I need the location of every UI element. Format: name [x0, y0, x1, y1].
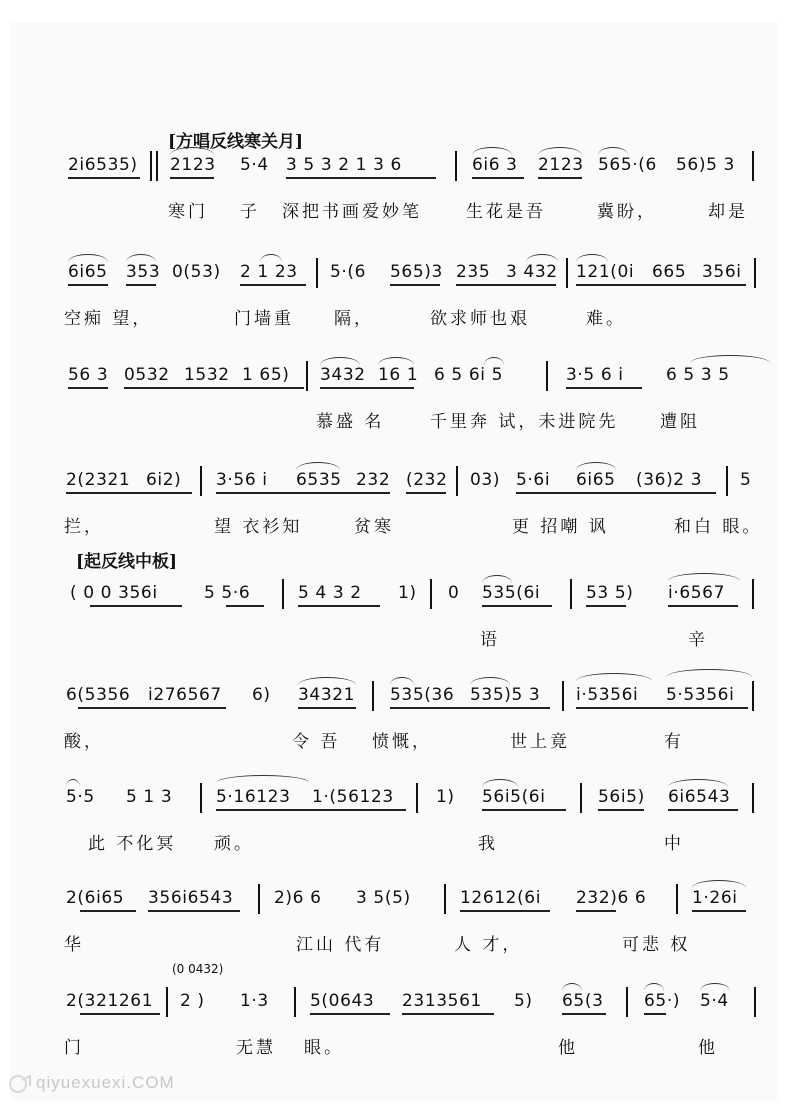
lyric-line	[0, 829, 790, 855]
lyric: 望 衣衫知	[214, 517, 303, 537]
bar-line	[156, 151, 158, 181]
note-group: 5·16123	[216, 787, 291, 807]
lyric: 更 招嘲 讽	[512, 517, 609, 537]
underline	[566, 387, 642, 389]
note-group: 3·5 6 i	[566, 365, 624, 385]
underline	[124, 387, 304, 389]
note-group: 5 5·6	[204, 583, 251, 603]
lyric: 门墙重	[234, 309, 294, 329]
note-group: 53 5)	[586, 583, 634, 603]
note-group: 0532	[124, 365, 170, 385]
underline	[148, 910, 240, 912]
note-group: 6 5 6i 5	[434, 365, 503, 385]
lyric-line	[0, 197, 790, 223]
note-group: 235	[456, 262, 491, 282]
lyric: 有	[664, 732, 684, 752]
lyric: 千里奔 试，未进院先	[430, 412, 619, 432]
note-group: 1·3	[240, 991, 269, 1011]
underline	[668, 809, 738, 811]
lyric: 欲求师也艰	[430, 309, 530, 329]
note-group: 65(3	[562, 991, 604, 1011]
underline	[460, 910, 550, 912]
bar-line	[416, 783, 418, 813]
note-group: 2(2321	[66, 470, 131, 490]
section-label-fanxian: [方唱反线寒关月]	[168, 132, 304, 152]
underline	[576, 284, 746, 286]
note-group: i·6567	[668, 583, 725, 603]
lyric: 语	[480, 630, 500, 650]
note-group: ( 0 0 356i	[70, 583, 158, 603]
bar-line	[306, 361, 308, 391]
underline	[216, 492, 390, 494]
lyric: 辛	[688, 630, 708, 650]
lyric: 愤慨，	[372, 732, 432, 752]
lyric: 拦，	[64, 517, 104, 537]
underline	[68, 284, 108, 286]
underline	[298, 707, 356, 709]
underline	[216, 809, 406, 811]
note-group: 65·)	[644, 991, 681, 1011]
bar-line	[200, 466, 202, 496]
note-group: 3432	[320, 365, 366, 385]
score-row-3	[0, 365, 790, 465]
lyric: 江山 代有	[296, 935, 385, 955]
notation-line	[0, 262, 790, 292]
bar-line	[752, 681, 754, 711]
lyric: 他	[558, 1038, 578, 1058]
underline	[78, 707, 226, 709]
underline	[406, 492, 446, 494]
note-group: 6i6543	[668, 787, 731, 807]
lyric: 和白 眼。	[674, 517, 763, 537]
lyric-line	[0, 625, 790, 651]
bar-line	[456, 466, 458, 496]
lyric: 冀盼，	[597, 202, 657, 222]
underline	[576, 910, 616, 912]
notation-line	[0, 155, 790, 185]
notation-line	[0, 583, 790, 613]
notation-line	[0, 888, 790, 918]
lyric: 却是	[708, 202, 748, 222]
bar-line	[754, 258, 756, 288]
underline	[516, 492, 716, 494]
lyric: 我	[478, 834, 498, 854]
underline	[472, 177, 524, 179]
underline	[576, 707, 748, 709]
underline	[80, 1013, 160, 1015]
lyric: 空痴 望，	[64, 309, 153, 329]
note-group: 535(36	[390, 685, 455, 705]
note-group: 5·5	[66, 787, 95, 807]
underline	[598, 809, 644, 811]
note-group: 232	[356, 470, 391, 490]
underline	[390, 284, 440, 286]
note-group: 353	[126, 262, 161, 282]
lyric: 隔，	[334, 309, 374, 329]
note-group: 16 1	[378, 365, 419, 385]
note-group: (36)2 3	[636, 470, 703, 490]
bar-line	[752, 783, 754, 813]
note-group: 1)	[398, 583, 417, 603]
underline	[538, 177, 582, 179]
note-group: 1·(56123	[312, 787, 394, 807]
score-row-6	[0, 685, 790, 785]
note-group: 6(5356	[66, 685, 131, 705]
notation-line	[0, 685, 790, 715]
score-row-2	[0, 262, 790, 362]
lyric: 中	[664, 834, 684, 854]
note-group: 665	[652, 262, 687, 282]
lyric: 顽。	[214, 834, 254, 854]
bar-line	[580, 783, 582, 813]
underline	[90, 605, 182, 607]
grace-note-annotation: (0 0432)	[172, 962, 224, 976]
logo-icon	[8, 1072, 34, 1096]
lyric: 寒门	[168, 202, 208, 222]
underline	[68, 177, 140, 179]
note-group: 2(321261	[66, 991, 154, 1011]
note-group: 56)5 3	[676, 155, 735, 175]
underline	[298, 605, 380, 607]
note-group: 1)	[436, 787, 455, 807]
bar-line	[626, 987, 628, 1017]
note-group: 56 3	[68, 365, 109, 385]
note-group: 1·26i	[692, 888, 738, 908]
note-group: 232)6 6	[576, 888, 647, 908]
note-group: 0	[448, 583, 460, 603]
note-group: 3 432	[506, 262, 558, 282]
bar-line	[566, 258, 568, 288]
note-group: 5·4	[700, 991, 729, 1011]
note-group: 5 1 3	[126, 787, 173, 807]
bar-line	[372, 681, 374, 711]
watermark-text: qiyuexuexi.COM	[36, 1073, 175, 1092]
underline	[226, 605, 264, 607]
note-group: 2)6 6	[274, 888, 322, 908]
note-group: 2123	[538, 155, 584, 175]
lyric: 可悲 权	[622, 935, 691, 955]
bar-line	[676, 884, 678, 914]
note-group: 6 5 3 5	[666, 365, 730, 385]
bar-line	[752, 151, 754, 181]
note-group: 6i6 3	[472, 155, 518, 175]
lyric: 酸，	[64, 732, 104, 752]
underline	[66, 492, 192, 494]
bar-line	[294, 987, 296, 1017]
note-group: 5 4 3 2	[298, 583, 362, 603]
note-group: 56i5)	[598, 787, 645, 807]
note-group: 34321	[298, 685, 356, 705]
underline	[402, 1013, 494, 1015]
bar-line	[166, 987, 168, 1017]
note-group: 5)	[514, 991, 533, 1011]
underline	[80, 910, 136, 912]
lyric: 华	[64, 935, 84, 955]
lyric: 深把书画爱妙笔	[282, 202, 422, 222]
note-group: 1 65)	[242, 365, 290, 385]
note-group: 3 5(5)	[356, 888, 411, 908]
section-label-zhongban: [起反线中板]	[76, 552, 178, 572]
score-row-5	[0, 583, 790, 683]
notation-line	[0, 991, 790, 1021]
lyric: 无慧	[236, 1038, 276, 1058]
note-group: 2(6i65	[66, 888, 125, 908]
lyric: 生花是吾	[466, 202, 546, 222]
note-group: 6i65	[68, 262, 108, 282]
underline	[286, 177, 436, 179]
score-row-1	[0, 155, 790, 255]
note-group: 2313561	[402, 991, 482, 1011]
lyric: 贫寒	[354, 517, 394, 537]
note-group: i276567	[148, 685, 222, 705]
note-group: (232	[406, 470, 448, 490]
underline	[482, 605, 552, 607]
lyric: 慕盛 名	[316, 412, 385, 432]
note-group: 6i2)	[146, 470, 182, 490]
note-group: 535)5 3	[470, 685, 541, 705]
lyric: 难。	[586, 309, 626, 329]
note-group: 5·5356i	[666, 685, 735, 705]
note-group: 03)	[470, 470, 501, 490]
note-group: 2 1 23	[240, 262, 298, 282]
lyric-line	[0, 304, 790, 330]
lyric: 他	[698, 1038, 718, 1058]
lyric-line	[0, 407, 790, 433]
notation-line	[0, 365, 790, 395]
underline	[320, 387, 414, 389]
bar-line	[754, 987, 756, 1017]
lyric-line	[0, 930, 790, 956]
underline	[644, 1013, 666, 1015]
note-group: 3 5 3 2 1 3 6	[286, 155, 402, 175]
bar-line	[752, 579, 754, 609]
underline	[310, 1013, 390, 1015]
bar-line	[316, 258, 318, 288]
lyric: 此 不化冥	[88, 834, 177, 854]
underline	[390, 707, 550, 709]
note-group: 2i6535)	[68, 155, 138, 175]
lyric: 眼。	[304, 1038, 344, 1058]
note-group: 356i	[702, 262, 742, 282]
lyric-line	[0, 512, 790, 538]
bar-line	[430, 579, 432, 609]
score-row-7	[0, 787, 790, 887]
underline	[586, 605, 626, 607]
note-group: 2123	[170, 155, 216, 175]
lyric: 门	[64, 1038, 84, 1058]
note-group: 6i65	[576, 470, 616, 490]
underline	[456, 284, 556, 286]
bar-line	[444, 884, 446, 914]
lyric: 遭阻	[660, 412, 700, 432]
bar-line	[726, 466, 728, 496]
note-group: 3·56 i	[216, 470, 268, 490]
lyric-line	[0, 1033, 790, 1059]
note-group: 6)	[252, 685, 271, 705]
lyric: 子	[240, 202, 260, 222]
lyric: 令 吾	[292, 732, 341, 752]
notation-line	[0, 787, 790, 817]
note-group: 565)3	[390, 262, 443, 282]
note-group: 565·(6	[598, 155, 657, 175]
underline	[562, 1013, 606, 1015]
note-group: 5(0643	[310, 991, 375, 1011]
note-group: 6535	[296, 470, 342, 490]
note-group: 56i5(6i	[482, 787, 546, 807]
note-group: 5	[740, 470, 752, 490]
note-group: 0(53)	[172, 262, 221, 282]
note-group: 5·4	[240, 155, 269, 175]
underline	[692, 910, 746, 912]
underline	[170, 177, 214, 179]
underline	[68, 387, 108, 389]
note-group: 12612(6i	[460, 888, 542, 908]
bar-line	[562, 681, 564, 711]
bar-line	[150, 151, 152, 181]
underline	[126, 284, 156, 286]
note-group: 1532	[184, 365, 230, 385]
score-row-8	[0, 888, 790, 988]
lyric: 世上竟	[510, 732, 570, 752]
note-group: 535(6i	[482, 583, 541, 603]
bar-line	[258, 884, 260, 914]
bar-line	[200, 783, 202, 813]
bar-line	[546, 361, 548, 391]
lyric: 人 才，	[454, 935, 523, 955]
bar-line	[570, 579, 572, 609]
note-group: 5·(6	[330, 262, 367, 282]
note-group: i·5356i	[576, 685, 639, 705]
bar-line	[455, 151, 457, 181]
note-group: 356i6543	[148, 888, 234, 908]
note-group: 121(0i	[576, 262, 635, 282]
underline	[668, 605, 738, 607]
notation-line	[0, 470, 790, 500]
underline	[482, 809, 566, 811]
note-group: 2 )	[180, 991, 205, 1011]
bar-line	[282, 579, 284, 609]
lyric-line	[0, 727, 790, 753]
note-group: 5·6i	[516, 470, 551, 490]
underline	[240, 284, 306, 286]
